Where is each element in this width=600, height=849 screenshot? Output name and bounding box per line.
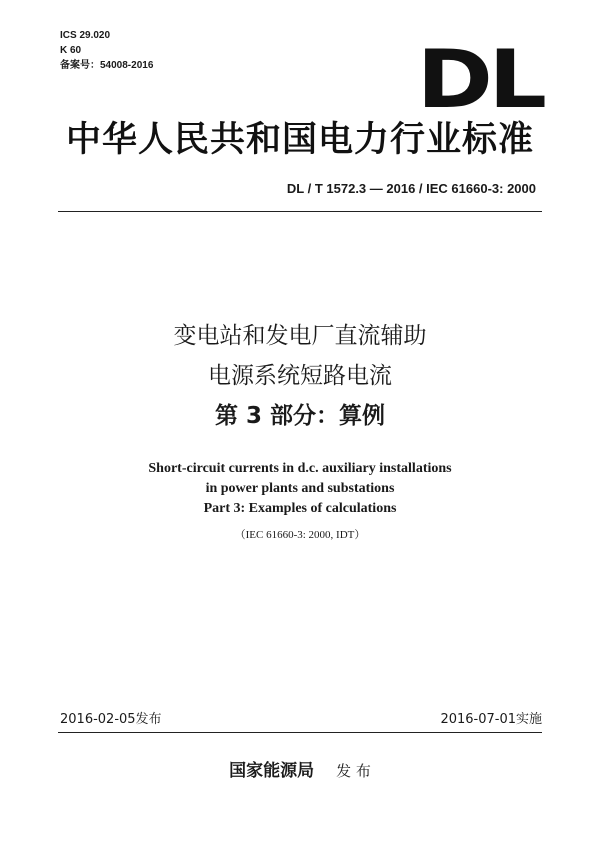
standard-category-title: 中华人民共和国电力行业标准 [65,120,534,160]
filing-number: 备案号：54008-2016 [60,60,154,71]
chinese-title [0,316,600,436]
english-title [0,459,600,519]
top-divider [58,211,542,212]
dl-logo: DL [416,33,542,126]
issuer-line [0,760,600,782]
chinese-title-line-1: 变电站和发电厂直流辅助 [173,323,427,349]
issue-date: 2016-02-05发布 [60,712,162,727]
bottom-divider [58,732,542,733]
chinese-title-line-3: 第 3 部分：算例 [214,403,386,429]
ics-code: ICS 29.020 [60,30,111,41]
publish-label: 发 布 [336,762,371,780]
english-title-line-1: Short-circuit currents in d.c. auxiliary installations [148,461,452,476]
classification-block [60,28,153,73]
english-title-line-3: Part 3: Examples of calculations [203,501,397,516]
standard-number: DL / T 1572.3 — 2016 / IEC 61660-3: 2000 [286,181,536,196]
implementation-date: 2016-07-01实施 [440,712,542,727]
english-title-line-2: in power plants and substations [205,481,395,496]
chinese-title-line-2: 电源系统短路电流 [208,363,392,389]
classification-code: K 60 [60,45,82,56]
issuing-authority: 国家能源局 [229,761,315,781]
equivalence-note: （IEC 61660-3: 2000, IDT） [234,529,366,541]
